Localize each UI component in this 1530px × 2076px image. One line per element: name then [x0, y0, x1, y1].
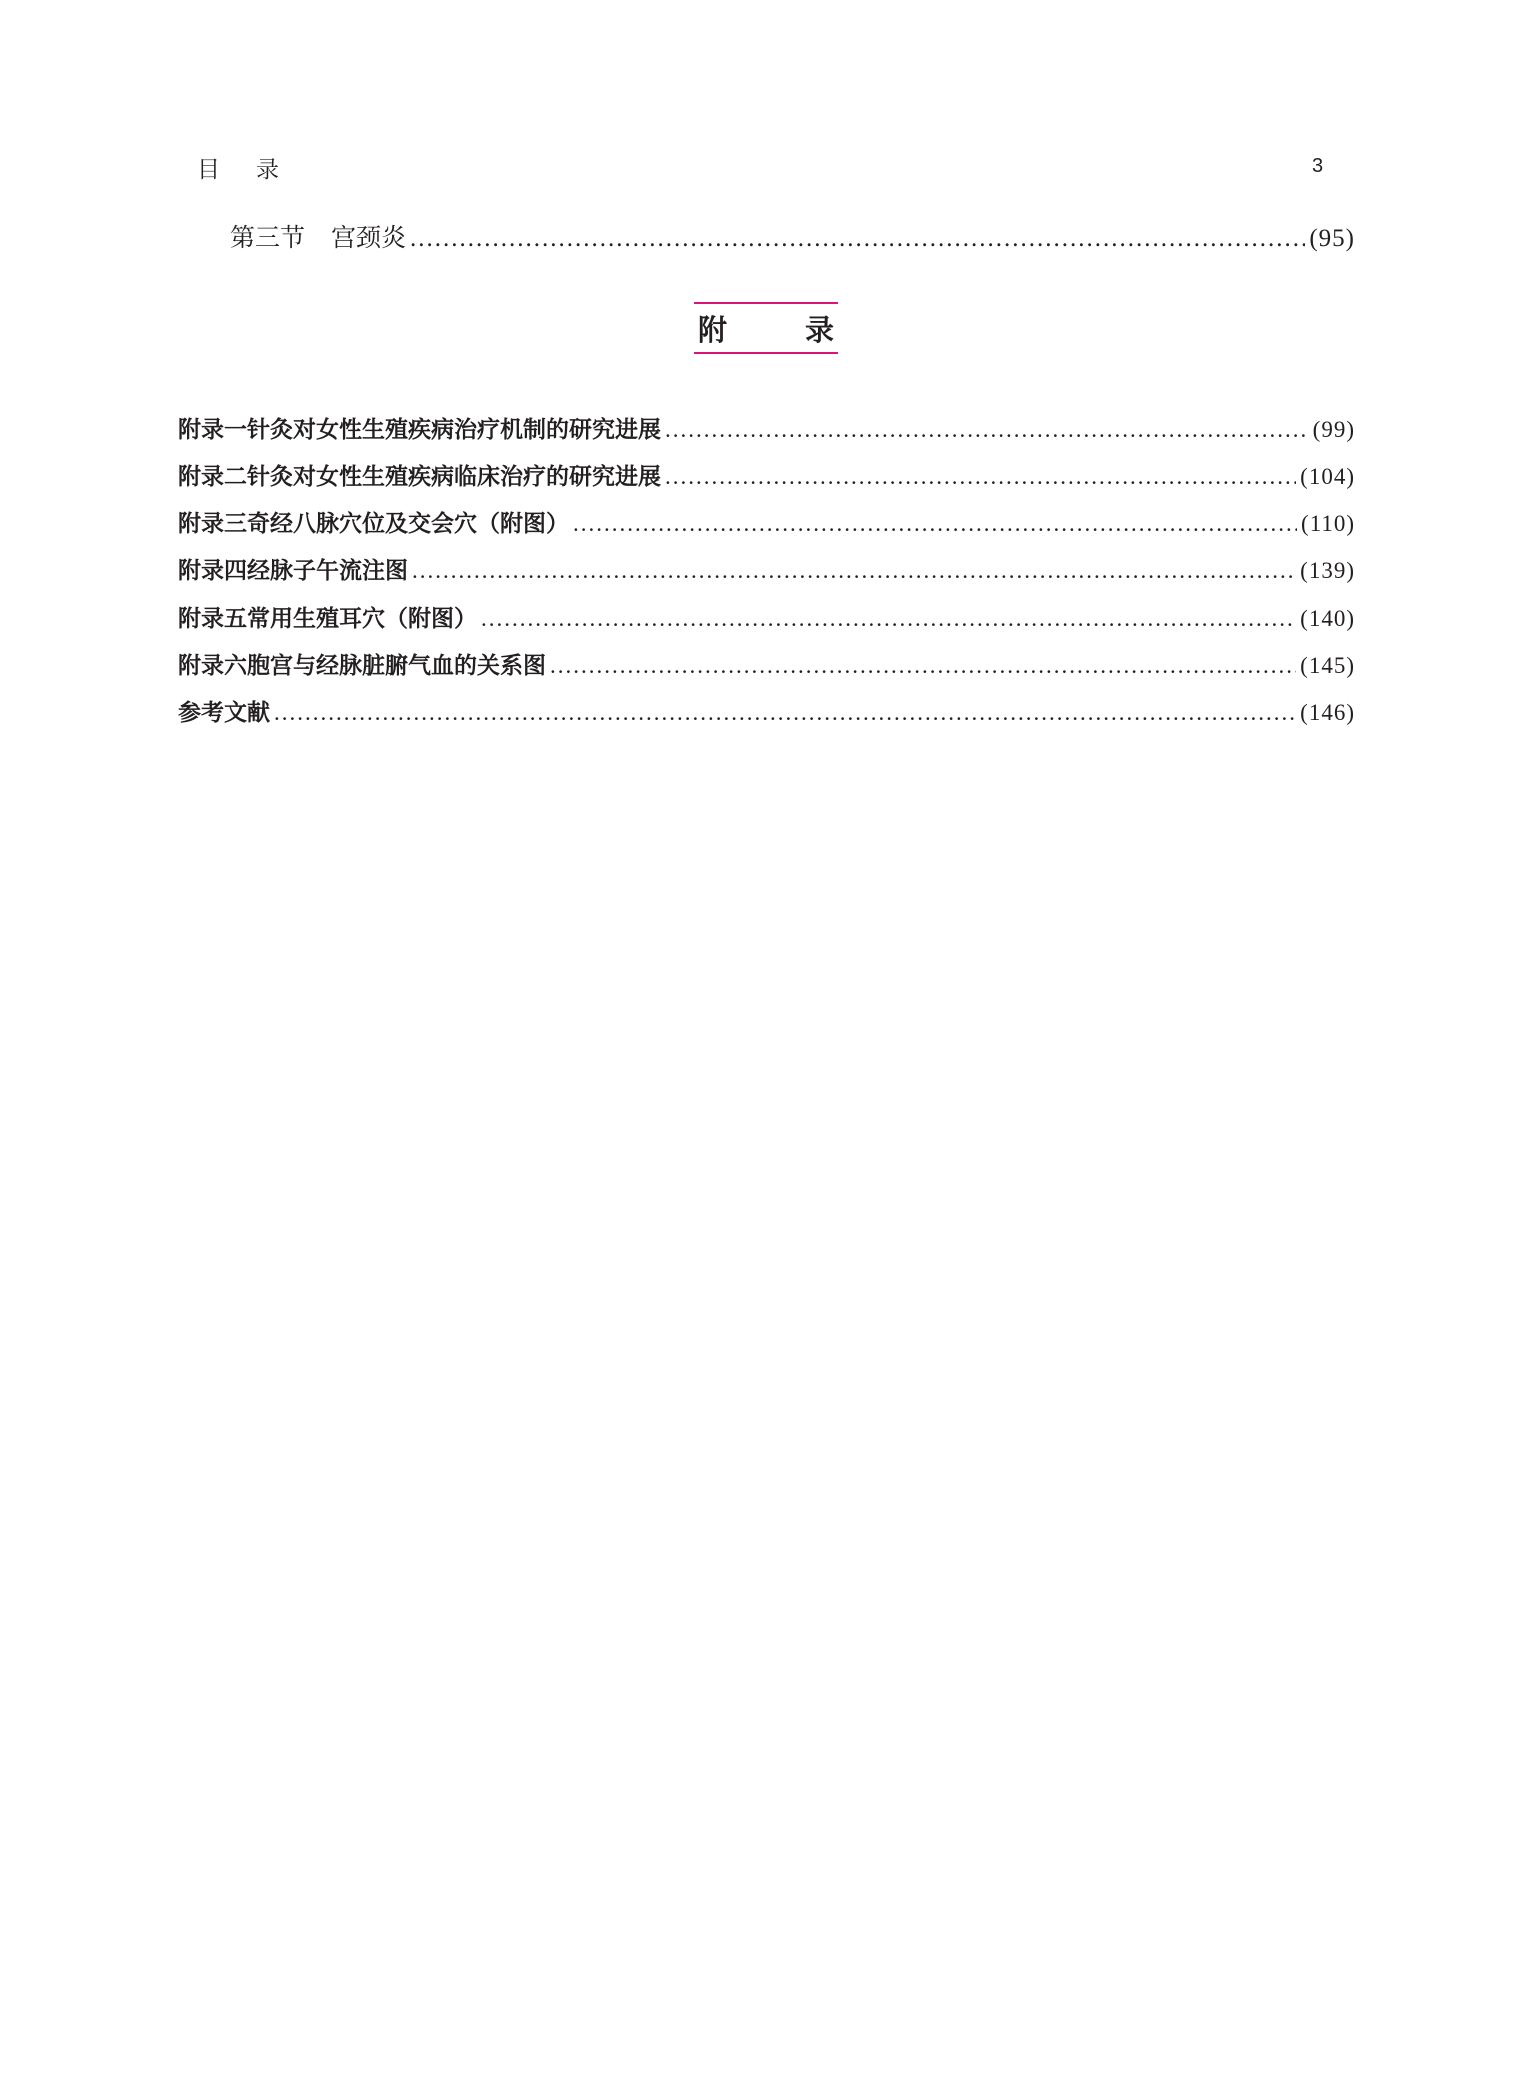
page-number: 3 — [1312, 155, 1324, 177]
toc-appendix-entry[interactable] — [178, 552, 1355, 585]
dot-leader — [410, 225, 1305, 253]
toc-section-page: (95) — [1309, 225, 1355, 252]
dot-leader — [550, 653, 1296, 679]
toc-appendix-entry[interactable] — [178, 647, 1355, 680]
toc-appendix-entry[interactable] — [178, 505, 1355, 538]
appendix-heading-char-2: 录 — [804, 312, 834, 347]
toc-appendix-number: 附录三 — [178, 511, 247, 537]
toc-appendix-title: 奇经八脉穴位及交会穴（附图） — [247, 511, 569, 537]
running-header — [197, 151, 279, 184]
toc-appendix-entry[interactable] — [178, 458, 1355, 491]
toc-appendix-number: 附录一 — [178, 417, 247, 443]
toc-appendix-title: 针灸对女性生殖疾病临床治疗的研究进展 — [247, 464, 661, 490]
dot-leader — [481, 606, 1296, 632]
running-header-char-2: 录 — [256, 157, 279, 183]
toc-appendix-title: 经脉子午流注图 — [247, 558, 408, 584]
appendix-heading — [694, 302, 838, 354]
toc-references-title: 参考文献 — [178, 700, 270, 726]
dot-leader — [665, 464, 1296, 490]
toc-appendix-title: 常用生殖耳穴（附图） — [247, 606, 477, 632]
toc-appendix-page: (140) — [1300, 606, 1355, 631]
toc-appendix-page: (139) — [1300, 558, 1355, 583]
toc-appendix-entry[interactable] — [178, 411, 1355, 444]
appendix-heading-char-1: 附 — [698, 312, 728, 347]
toc-references-entry[interactable] — [178, 694, 1355, 727]
toc-appendix-page: (145) — [1300, 653, 1355, 678]
toc-appendix-number: 附录四 — [178, 558, 247, 584]
dot-leader — [274, 700, 1296, 726]
dot-leader — [573, 511, 1297, 537]
toc-appendix-title: 胞宫与经脉脏腑气血的关系图 — [247, 653, 546, 679]
toc-section-title: 宫颈炎 — [331, 223, 407, 252]
toc-appendix-page: (99) — [1312, 417, 1355, 442]
toc-appendix-page: (110) — [1301, 511, 1355, 536]
toc-appendix-title: 针灸对女性生殖疾病治疗机制的研究进展 — [247, 417, 661, 443]
dot-leader — [665, 417, 1309, 443]
toc-section-number: 第三节 — [230, 223, 306, 252]
toc-appendix-number: 附录六 — [178, 653, 247, 679]
running-header-char-1: 目 — [197, 157, 220, 183]
toc-appendix-number: 附录二 — [178, 464, 247, 490]
toc-references-page: (146) — [1300, 700, 1355, 725]
dot-leader — [412, 558, 1296, 584]
toc-appendix-entry[interactable] — [178, 600, 1355, 633]
toc-appendix-number: 附录五 — [178, 606, 247, 632]
toc-appendix-page: (104) — [1300, 464, 1355, 489]
toc-section-entry[interactable] — [230, 218, 1355, 254]
